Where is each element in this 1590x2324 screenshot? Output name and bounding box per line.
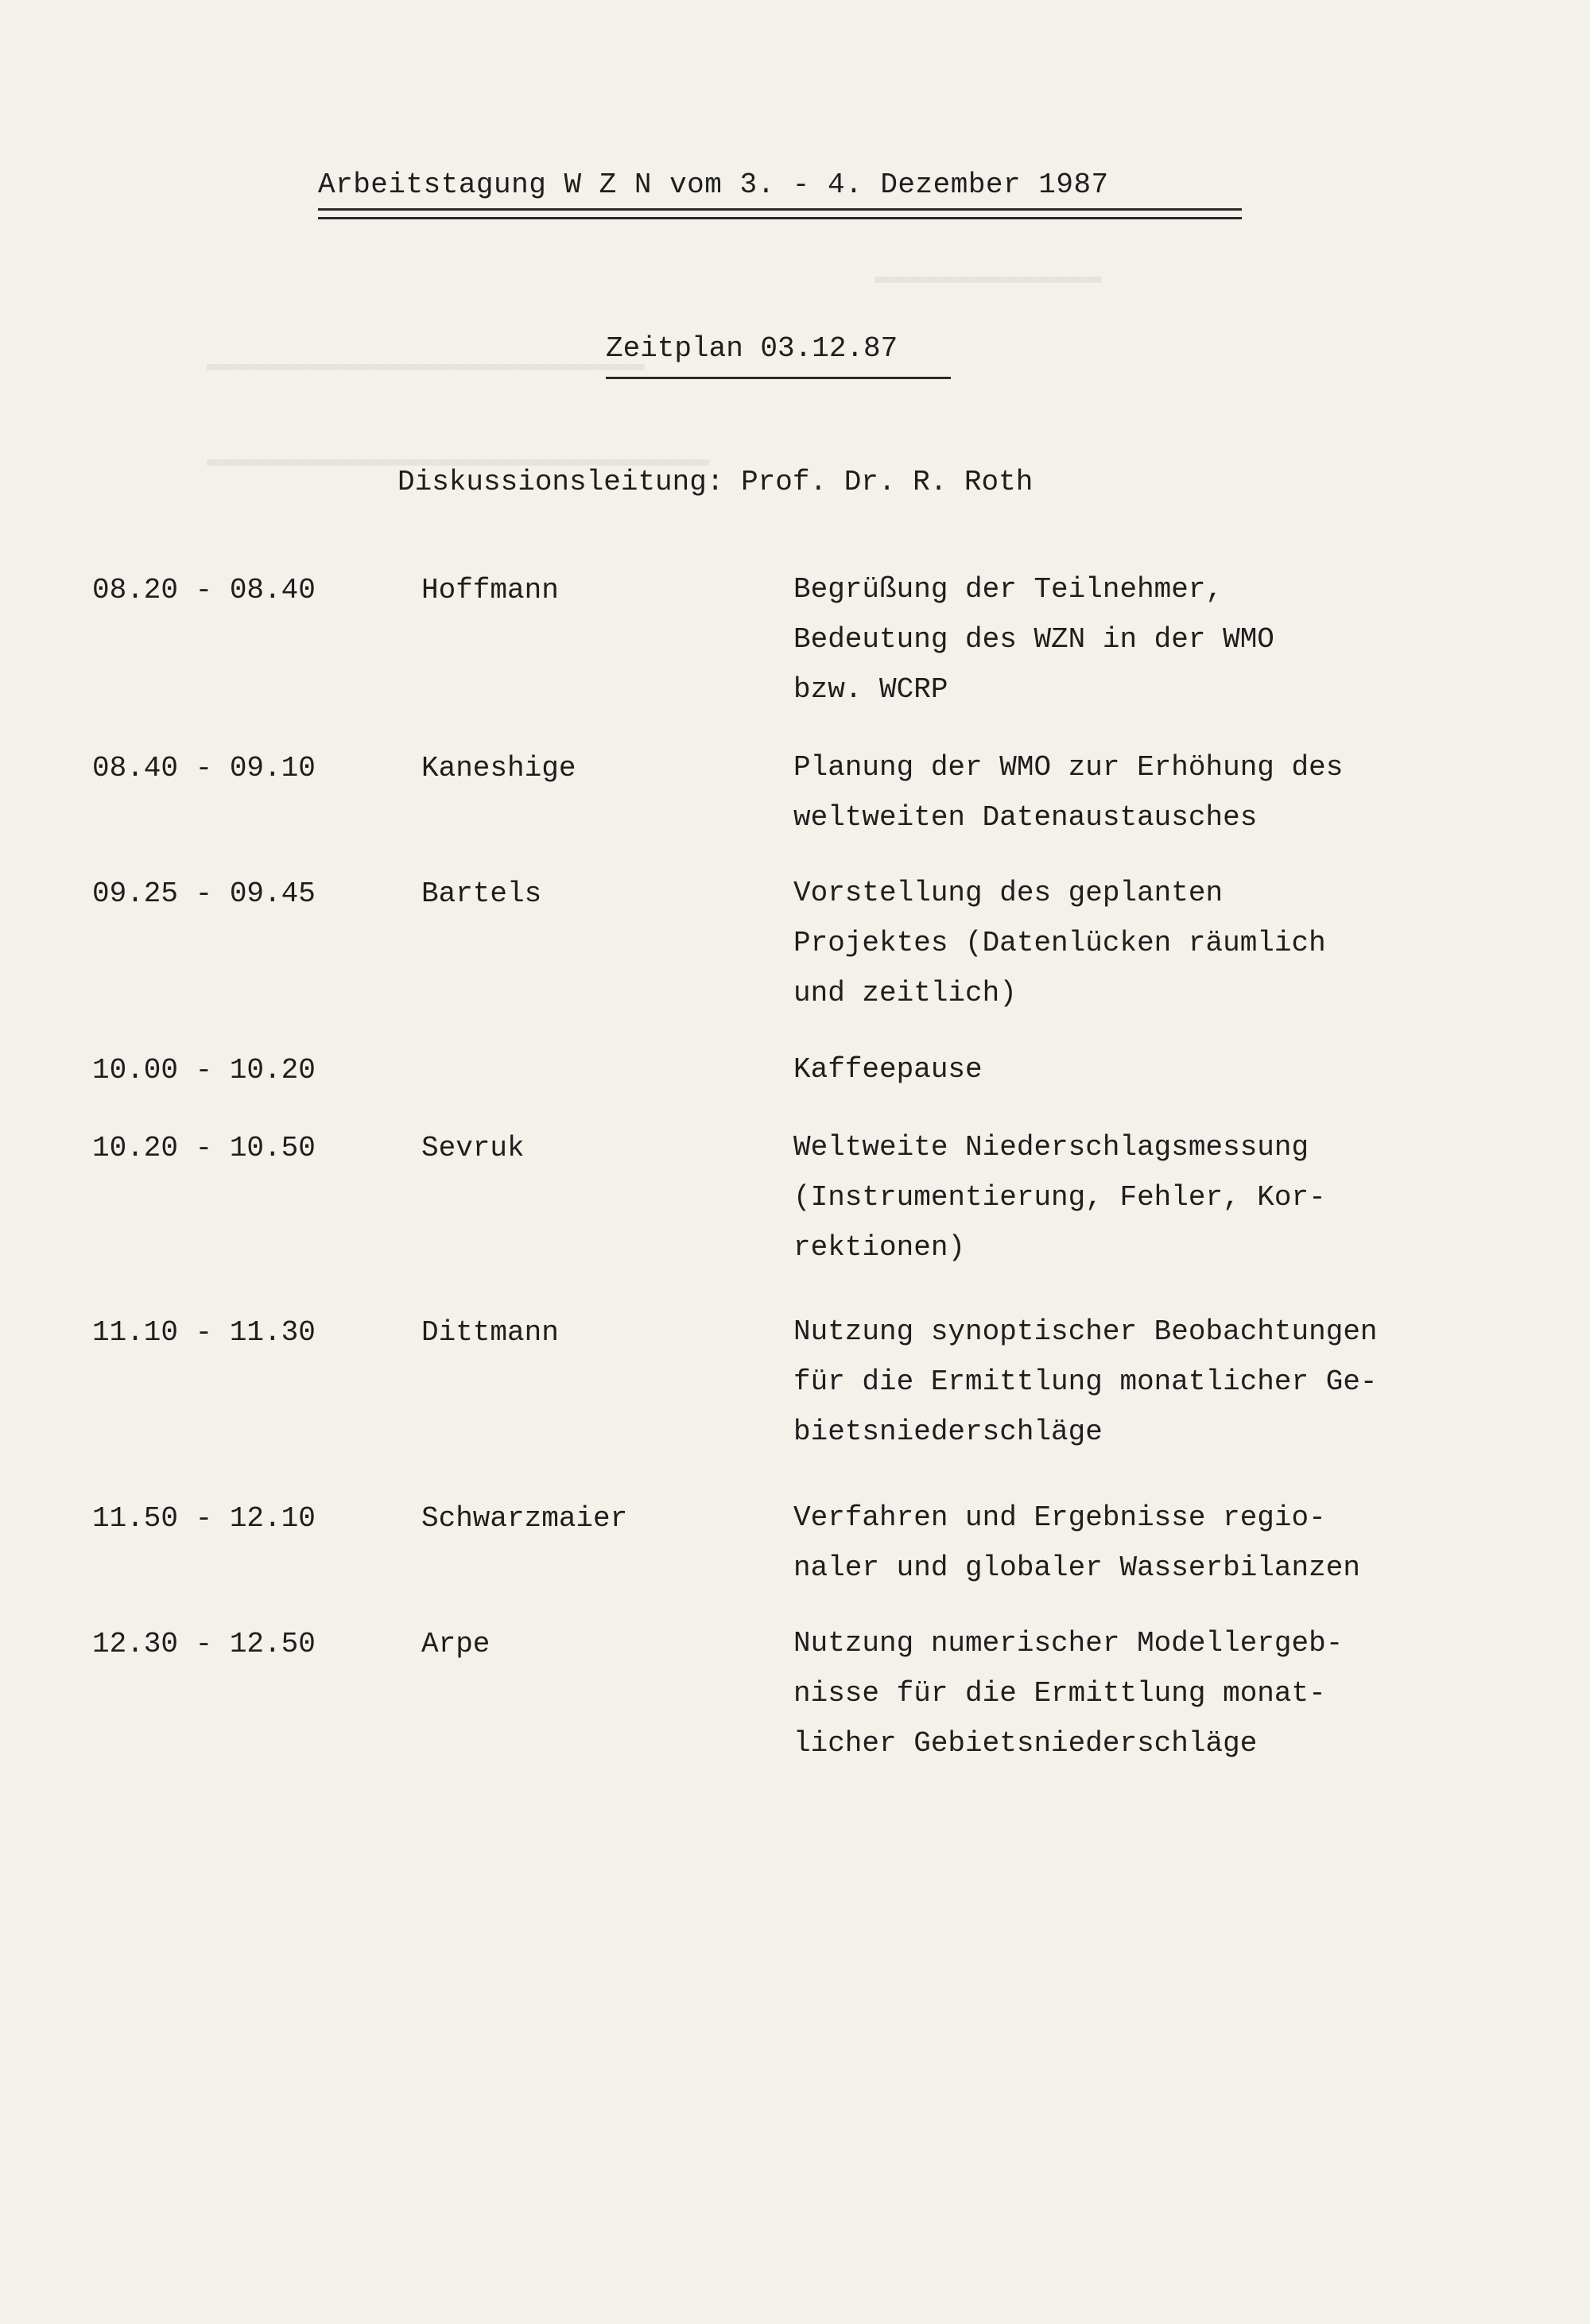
entry-topic-line: rektionen) bbox=[793, 1231, 966, 1264]
entry-topic-line: Vorstellung des geplanten bbox=[793, 877, 1224, 909]
entry-topic bbox=[793, 1122, 1509, 1272]
entry-topic-line: bzw. WCRP bbox=[793, 673, 948, 706]
schedule-title: Zeitplan 03.12.87 bbox=[606, 332, 898, 365]
discussion-chair: Diskussionsleitung: Prof. Dr. R. Roth bbox=[398, 466, 1034, 498]
entry-time: 08.40 - 09.10 bbox=[92, 752, 316, 784]
entry-topic bbox=[793, 564, 1509, 715]
entry-speaker: Dittmann bbox=[421, 1316, 559, 1349]
schedule-title-underline bbox=[606, 377, 951, 379]
entry-topic-line: Nutzung numerischer Modellergeb- bbox=[793, 1627, 1344, 1660]
entry-time: 12.30 - 12.50 bbox=[92, 1628, 316, 1660]
entry-topic-line: licher Gebietsniederschläge bbox=[793, 1727, 1258, 1760]
bleed-through: ▬▬▬▬▬▬▬▬▬▬▬▬▬▬▬▬▬▬▬▬▬▬▬▬▬▬▬▬▬▬▬ bbox=[207, 445, 710, 475]
entry-topic-line: für die Ermittlung monatlicher Ge- bbox=[793, 1365, 1378, 1398]
entry-topic bbox=[793, 868, 1509, 1018]
document-title: Arbeitstagung W Z N vom 3. - 4. Dezember 1987 bbox=[318, 168, 1109, 201]
entry-topic-line: naler und globaler Wasserbilanzen bbox=[793, 1551, 1360, 1584]
entry-time: 09.25 - 09.45 bbox=[92, 877, 316, 910]
entry-speaker: Kaneshige bbox=[421, 752, 576, 784]
entry-topic bbox=[793, 742, 1509, 842]
entry-topic-line: nisse für die Ermittlung monat- bbox=[793, 1677, 1326, 1710]
entry-topic-line: Begrüßung der Teilnehmer, bbox=[793, 573, 1224, 606]
entry-topic-line: (Instrumentierung, Fehler, Kor- bbox=[793, 1181, 1326, 1214]
entry-speaker: Arpe bbox=[421, 1628, 491, 1660]
entry-topic-line: Kaffeepause bbox=[793, 1053, 983, 1086]
bleed-through: ▬▬▬▬▬▬▬▬▬▬▬▬▬▬▬▬▬▬▬▬▬▬▬▬▬▬▬ bbox=[207, 350, 645, 380]
title-double-underline bbox=[318, 208, 1242, 219]
entry-topic bbox=[793, 1493, 1509, 1593]
entry-topic bbox=[793, 1307, 1509, 1457]
entry-speaker: Sevruk bbox=[421, 1132, 525, 1164]
entry-time: 10.20 - 10.50 bbox=[92, 1132, 316, 1164]
entry-speaker: Schwarzmaier bbox=[421, 1502, 628, 1535]
entry-speaker: Bartels bbox=[421, 877, 542, 910]
entry-time: 11.50 - 12.10 bbox=[92, 1502, 316, 1535]
entry-topic-line: Nutzung synoptischer Beobachtungen bbox=[793, 1315, 1378, 1348]
entry-time: 08.20 - 08.40 bbox=[92, 574, 316, 606]
entry-topic-line: Projektes (Datenlücken räumlich bbox=[793, 927, 1326, 959]
entry-topic-line: Verfahren und Ergebnisse regio- bbox=[793, 1501, 1326, 1534]
entry-topic-line: weltweiten Datenaustausches bbox=[793, 801, 1258, 834]
entry-topic-line: Weltweite Niederschlagsmessung bbox=[793, 1131, 1309, 1164]
entry-topic-line: und zeitlich) bbox=[793, 977, 1017, 1009]
entry-topic bbox=[793, 1618, 1509, 1768]
entry-time: 11.10 - 11.30 bbox=[92, 1316, 316, 1349]
entry-time: 10.00 - 10.20 bbox=[92, 1054, 316, 1086]
entry-topic-line: bietsniederschläge bbox=[793, 1416, 1103, 1448]
entry-topic-line: Bedeutung des WZN in der WMO bbox=[793, 623, 1274, 656]
entry-topic-line: Planung der WMO zur Erhöhung des bbox=[793, 751, 1344, 784]
entry-topic bbox=[793, 1044, 1509, 1094]
bleed-through: ▬▬▬▬▬▬▬▬▬▬▬▬▬▬ bbox=[874, 262, 1102, 292]
entry-speaker: Hoffmann bbox=[421, 574, 559, 606]
